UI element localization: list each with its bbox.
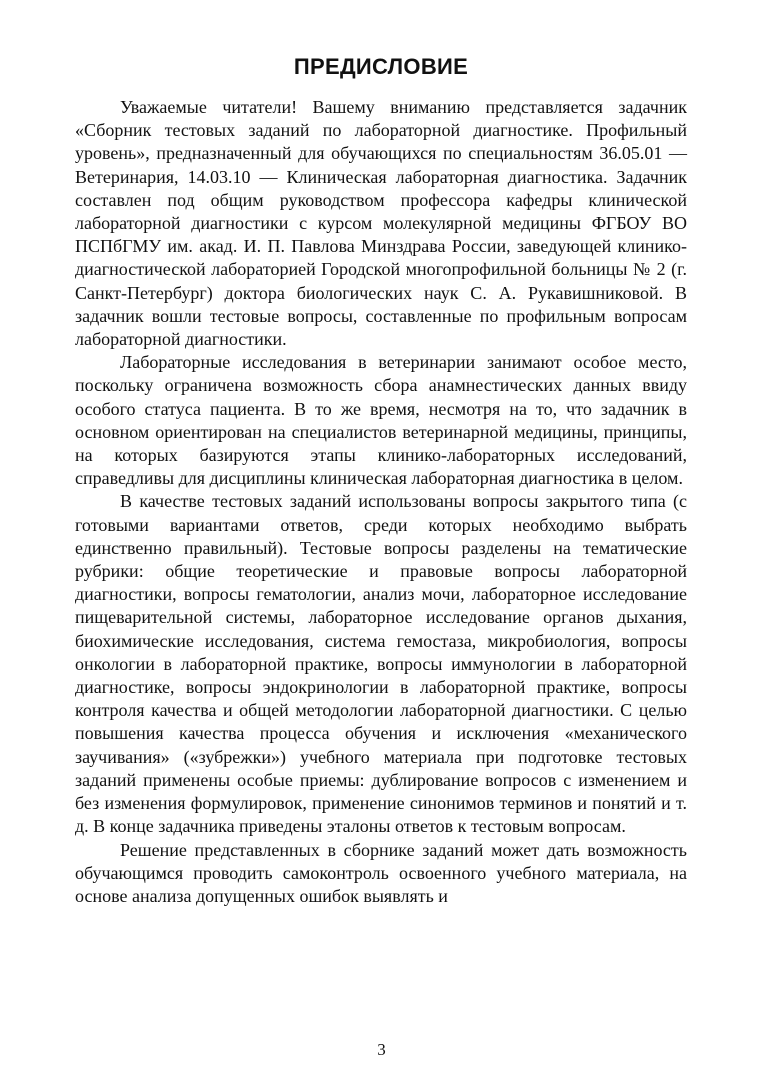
paragraph-test-types: В качестве тестовых заданий использованы вопросы закрытого типа (с готовыми вариантами ответов, среди которых необходимо выбрать единственно правильный). Тестовые вопросы разделены на тематические рубрики: общие теоретические и правовые вопросы лабораторной диагностики, вопросы гематологии, анализ мочи, лабораторное исследование пищеварительной системы, лабораторное исследование органов дыхания, биохимические исследования, система гемостаза, микробиология, вопросы онкологии в лабораторной практике, вопросы иммунологии в лабораторной диагностике, вопросы эндокринологии в лабораторной практике, вопросы контроля качества и общей методологии лабораторной диагностики. С целью повышения качества процесса обучения и исключения «механического заучивания» («зубрежки») учебного материала при подготовке тестовых заданий применены особые приемы: дублирование вопросов с изменением и без изменения формулировок, применение синонимов терминов и понятий и т. д. В конце задачника приведены эталоны ответов к тестовым вопросам. [75,491,687,837]
page-title: ПРЕДИСЛОВИЕ [293,54,469,79]
page-body [75,52,687,908]
paragraph-solutions: Решение представленных в сборнике заданий может дать возможность обучающимся проводить самоконтроль освоенного учебного материала, на основе анализа допущенных ошибок выявлять и [75,839,687,906]
paragraph-intro: Уважаемые читатели! Вашему вниманию представляется задачник «Сборник тестовых заданий по лабораторной диагностике. Профильный уровень», предназначенный для обучающихся по специальностям 36.05.01 — Ветеринария, 14.03.10 — Клиническая лабораторная диагностика. Задачник составлен под общим руководством профессора кафедры клинической лабораторной диагностики с курсом молекулярной медицины ФГБОУ ВО ПСПбГМУ им. акад. И. П. Павлова Минздрава России, заведующей клинико-диагностической лабораторией Городской многопрофильной больницы № 2 (г. Санкт-Петербург) доктора биологических наук С. А. Рукавишниковой. В задачник вошли тестовые вопросы, составленные по профильным вопросам лабораторной диагностики. [75,97,687,350]
paragraph-veterinary: Лабораторные исследования в ветеринарии занимают особое место, поскольку ограничена возможность сбора анамнестических данных ввиду особого статуса пациента. В то же время, несмотря на то, что задачник в основном ориентирован на специалистов ветеринарной медицины, принципы, на которых базируются этапы клинико-лабораторных исследований, справедливы для дисциплины клиническая лабораторная диагностика в целом. [75,352,687,489]
page-number: 3 [377,1040,386,1059]
